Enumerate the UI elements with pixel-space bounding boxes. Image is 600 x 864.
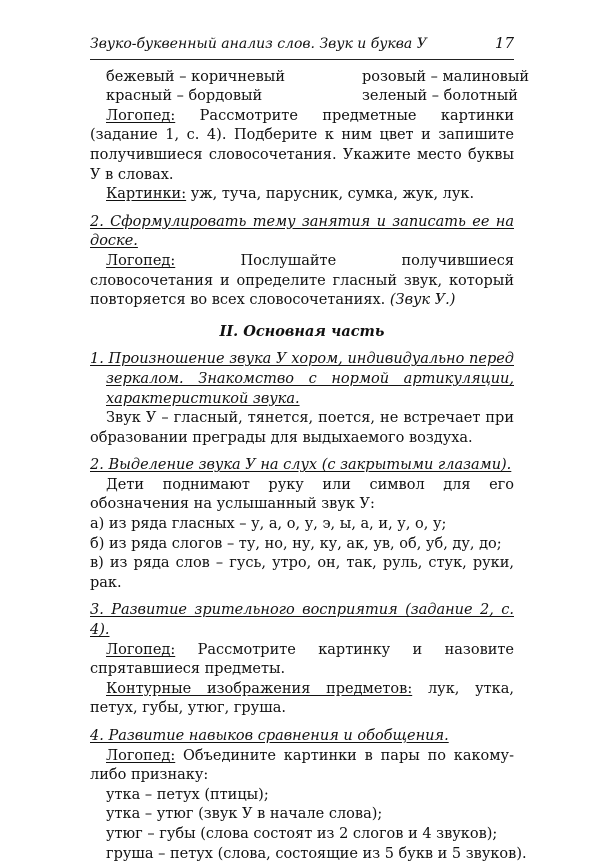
paragraph (90, 680, 514, 719)
running-header (90, 34, 514, 60)
color-pair-right: зеленый – болотный (362, 88, 518, 105)
list-item: утка – петух (птицы); (106, 786, 269, 803)
section-heading: II. Основная часть (219, 322, 385, 340)
list-item: утка – утюг (звук У в начале слова); (106, 806, 383, 823)
paragraph (90, 747, 514, 786)
color-pair-left: бежевый – коричневый (106, 68, 286, 85)
paragraph (90, 641, 514, 680)
color-pair-right: розовый – малиновый (362, 68, 530, 85)
paragraph-text: Рассмотрите картинку и назовите спрятавшиеся предметы. (90, 641, 514, 678)
list (90, 515, 514, 593)
list-item: утюг – губы (слова состоят из 2 слогов и 4 звуков); (106, 825, 498, 842)
task-heading: 2. Сформулировать тему занятия и записать ее на доске. (90, 213, 514, 250)
speaker-label: Логопед: (106, 641, 176, 658)
paragraph (90, 185, 514, 205)
contours-label: Контурные изображения предметов: (106, 680, 413, 697)
paragraph-text: Рассмотрите предметные картинки (задание 1, с. 4). Подберите к ним цвет и запишите получившиеся словосочетания. Укажите место буквы У в словах. (90, 107, 514, 183)
color-pairs (90, 68, 530, 107)
answer-text: (Звук У.) (389, 292, 456, 309)
speaker-label: Логопед: (106, 252, 176, 269)
paragraph (90, 107, 514, 185)
task-heading: 1. Произношение звука У хором, индивидуально перед зеркалом. Знакомство с нормой артикуляции, характеристикой звука. (90, 351, 514, 407)
pairs-list (90, 786, 527, 864)
list-item: б) из ряда слогов – ту, но, ну, ку, ак, ув, об, уб, ду, до; (90, 535, 502, 552)
task-heading: 2. Выделение звука У на слух (с закрытыми глазами). (90, 457, 512, 474)
speaker-label: Логопед: (106, 747, 176, 764)
paragraph-text: Послушайте получившиеся словосочетания и определите гласный звук, который повторяется во всех словосочетаниях. (90, 252, 514, 309)
paragraph-text: лук, утка, петух, губы, утюг, груша. (90, 680, 514, 717)
pictures-label: Картинки: (106, 186, 187, 203)
list-item: груша – петух (слова, состоящие из 5 букв и 5 звуков). (106, 845, 527, 862)
paragraph-text: Звук У – гласный, тянется, поется, не встречает при образовании преграды для выдыхаемого воздуха. (90, 410, 514, 446)
page-number: 17 (494, 34, 514, 52)
list-item: в) из ряда слов – гусь, утро, он, так, руль, стук, руки, рак. (90, 555, 514, 591)
task-heading: 4. Развитие навыков сравнения и обобщения. (90, 728, 449, 744)
paragraph-text: Дети поднимают руку или символ для его обозначения на услышанный звук У: (90, 476, 514, 513)
paragraph-text: Объедините картинки в пары по какому-либо признаку: (90, 747, 514, 784)
color-pair-left: красный – бордовый (106, 88, 263, 105)
paragraph (90, 252, 514, 311)
paragraph-text: уж, туча, парусник, сумка, жук, лук. (186, 186, 475, 203)
header-title: Звуко-буквенный анализ слов. Звук и буква У (90, 36, 427, 52)
task-heading: 3. Развитие зрительного восприятия (задание 2, с. 4). (90, 602, 514, 639)
list-item: а) из ряда гласных – у, а, о, у, э, ы, а, и, у, о, у; (90, 516, 447, 533)
speaker-label: Логопед: (106, 107, 176, 124)
